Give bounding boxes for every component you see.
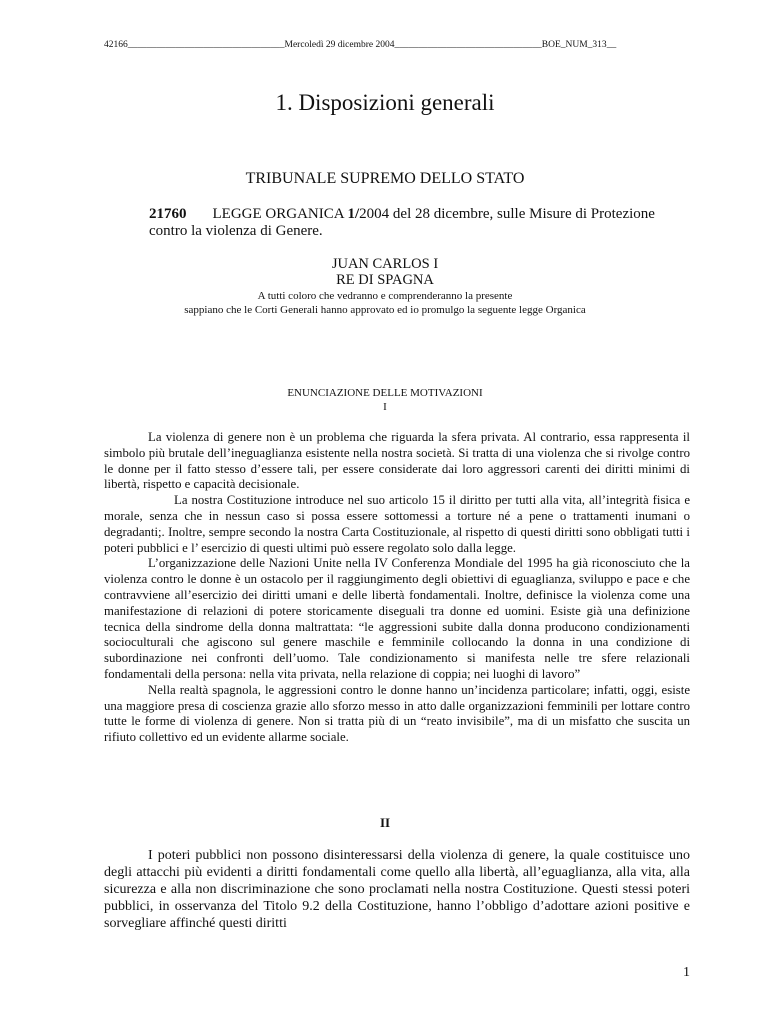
motivations-heading — [0, 386, 770, 414]
section-title: 1. Disposizioni generali — [275, 90, 495, 115]
promulgation-line-2: sappiano che le Corti Generali hanno approvato ed io promulgo la seguente legge Organica — [184, 304, 586, 316]
motivations-roman-numeral: I — [383, 401, 387, 413]
paragraph: La violenza di genere non è un problema che riguarda la sfera privata. Al contrario, essa rappresenta il simbolo più brutale dell’ineguaglianza esistente nella nostra società. Si tratta di una violenza che si rivolge contro le donne per il fatto stesso d’essere tali, per essere considerate dai loro aggressori carenti dei diritti minimi di libertà, rispetto e capacità decisionale. — [104, 430, 690, 492]
king-title: RE DI SPAGNA — [336, 272, 434, 288]
paragraph: I poteri pubblici non possono disinteressarsi della violenza di genere, la quale costituisce uno degli attacchi più evidenti a diritti fondamentali come quello alla libertà, all’eguaglianza, alla vita, alla sicurezza e alla non discriminazione che sono proclamati nella nostra Costituzione. Questi stessi poteri pubblici, in osservanza del Titolo 9.2 della Costituzione, hanno l’obbligo d’adottare azioni positive e sorvegliare affinché questi diritti — [104, 848, 690, 931]
promulgation-formula — [0, 289, 770, 317]
motivations-title: ENUNCIAZIONE DELLE MOTIVAZIONI — [287, 387, 483, 399]
authority-heading: TRIBUNALE SUPREMO DELLO STATO — [245, 170, 525, 187]
paragraph: La nostra Costituzione introduce nel suo articolo 15 il diritto per tutti alla vita, all’integrità fisica e morale, senza che in nessun caso si possa essere sottomessi a torture né a pene o trattamenti inumani o degradanti;. Inoltre, sempre secondo la nostra Carta Costituzionale, al rispetto di questi diritti sono obbligati tutti i poteri pubblici e l’ esercizio di questi ultimi può essere regolato solo dalla legge. — [104, 493, 690, 555]
law-title-bold: 1/ — [347, 206, 360, 222]
motivations-body — [104, 430, 690, 746]
law-heading — [149, 206, 689, 240]
header-bulletin: BOE_NUM_313 — [541, 40, 607, 50]
page-number: 1 — [683, 965, 690, 980]
paragraph: L’organizzazione delle Nazioni Unite nella IV Conferenza Mondiale del 1995 ha già riconosciuto che la violenza contro le donne è un ostacolo per il raggiungimento degli obiettivi di eguaglianza, sviluppo e pace e che contravviene all’esercizio dei diritti umani e delle libertà fondamentali. Inoltre, definisce la violenza come una manifestazione di relazioni di potere storicamente diseguali tra donne ed uomini. Esiste già una definizione tecnica della sindrome della donna maltrattata: “le aggressioni subite dalla donna producono condizionamenti socioculturali che agiscono sul genere maschile e femminile collocando la donna in una condizione di subordinazione nei confronti dell’uomo. Tale condizionamento si manifesta nelle tre sfere relazionali fondamentali della persona: nella vita privata, nella relazione di coppia; nei luoghi di lavoro” — [104, 556, 690, 681]
law-title-rest: 2004 del 28 dicembre, sulle Misure di Protezione contro la violenza di Genere. — [149, 206, 655, 239]
law-number: 21760 — [149, 206, 187, 222]
section-2-roman-numeral: II — [379, 815, 391, 830]
king-block — [0, 256, 770, 288]
page-header: 42166_________________________________Mercoledì 29 dicembre 2004_______________________________BOE_NUM_313__ — [104, 40, 617, 50]
section-2-body — [104, 847, 690, 932]
header-date: Mercoledì 29 dicembre 2004 — [284, 40, 395, 50]
king-name: JUAN CARLOS I — [331, 256, 439, 272]
header-page-code: 42166 — [104, 40, 128, 50]
law-title-prefix: LEGGE ORGANICA — [212, 206, 344, 222]
promulgation-line-1: A tutti coloro che vedranno e comprenderanno la presente — [257, 290, 513, 302]
paragraph: Nella realtà spagnola, le aggressioni contro le donne hanno un’incidenza particolare; infatti, oggi, esiste una maggiore presa di coscienza grazie allo sforzo messo in atto dalle organizzazioni femminili per lottare contro tutte le forme di violenza di genere. Non si tratta più di un “reato invisibile”, ma di un misfatto che suscita un rifiuto collettivo ed un evidente allarme sociale. — [104, 682, 690, 745]
